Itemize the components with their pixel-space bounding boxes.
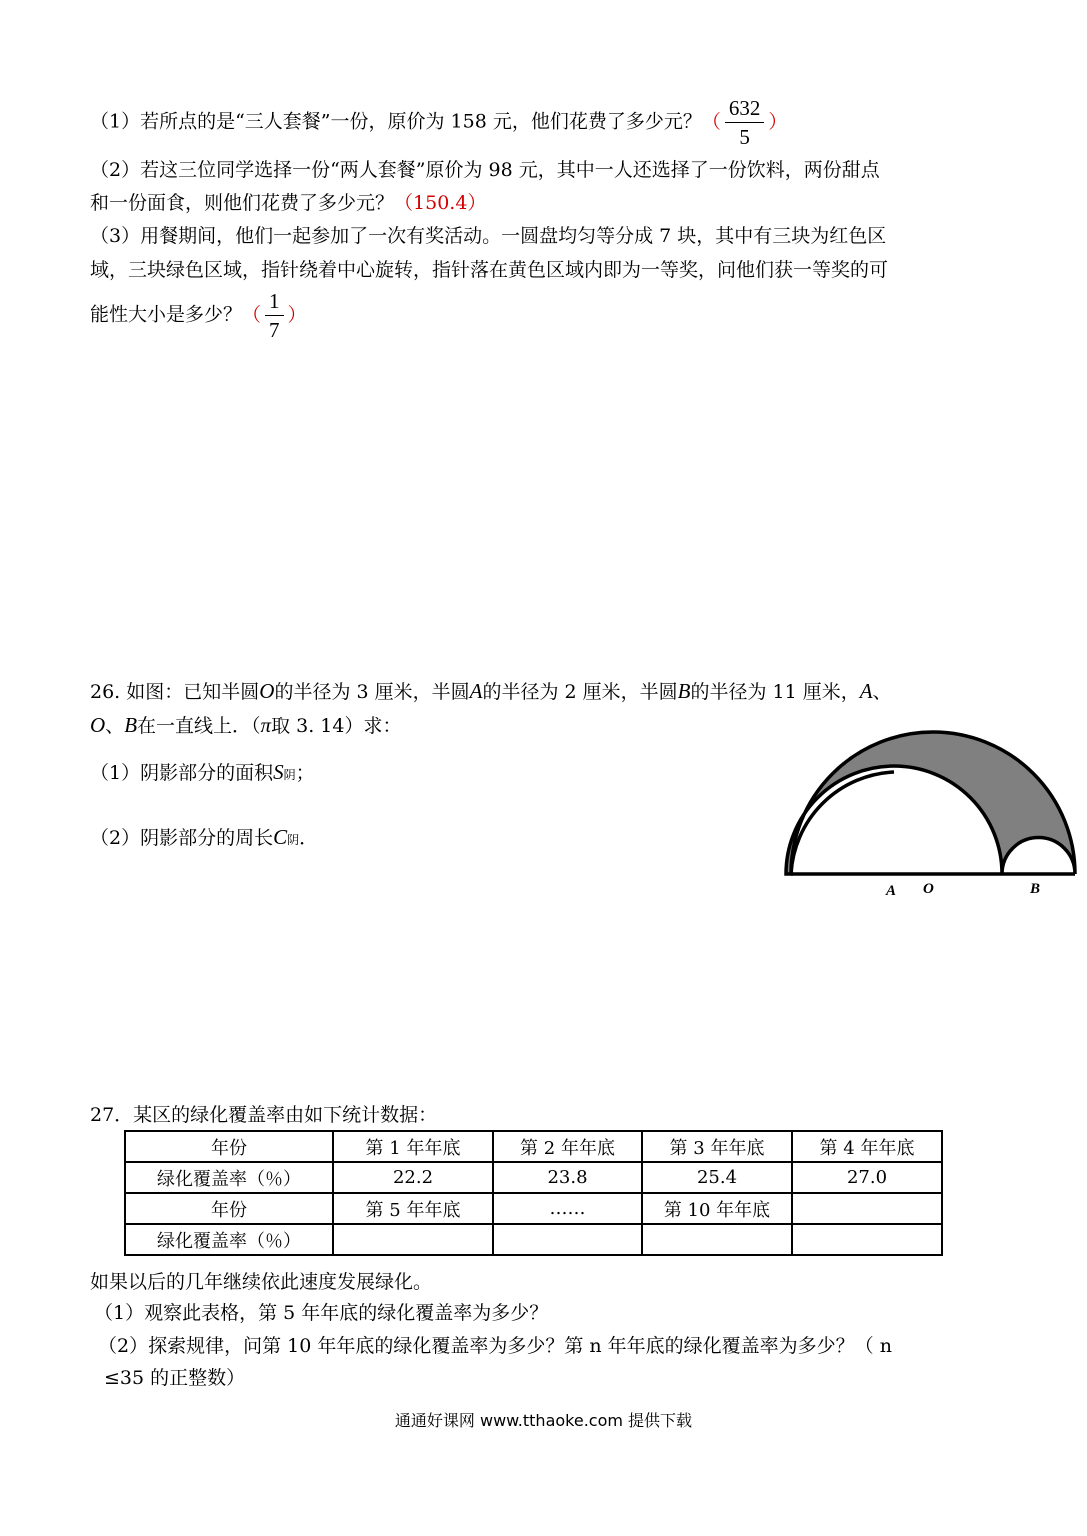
fraction-numerator: 632	[725, 96, 765, 123]
table-cell: 22.2	[333, 1162, 493, 1193]
table-row	[125, 1131, 942, 1162]
fraction-numerator: 1	[265, 289, 284, 316]
symbol-o: O	[90, 713, 106, 737]
table-cell: 23.8	[493, 1162, 642, 1193]
label-a: A	[886, 883, 897, 899]
q26-line1	[90, 679, 892, 704]
table-row	[125, 1193, 942, 1224]
fraction-denominator: 7	[269, 318, 280, 342]
table-cell: ……	[493, 1193, 642, 1224]
table-cell: 第 2 年年底	[493, 1131, 642, 1162]
symbol-a: A	[859, 679, 873, 703]
q25-part3-line3	[90, 289, 307, 342]
table-cell: 第 3 年年底	[642, 1131, 792, 1162]
q27-part1: （1）观察此表格，第 5 年年底的绿化覆盖率为多少？	[94, 1302, 549, 1324]
coverage-table-body	[125, 1131, 942, 1255]
coverage-table	[124, 1130, 943, 1256]
q26-part1-text: （1）阴影部分的面积	[90, 762, 274, 784]
symbol-c: C	[273, 825, 288, 849]
answer-close-paren: ）	[768, 110, 788, 133]
q26-text: ．	[299, 827, 319, 849]
q25-part3-line1: （3）用餐期间，他们一起参加了一次有奖活动。一圆盘均匀等分成 7 块，其中有三块为红色区	[90, 225, 887, 247]
table-cell: 27.0	[792, 1162, 942, 1193]
table-cell: 25.4	[642, 1162, 792, 1193]
q26-text: 、	[872, 681, 892, 703]
table-row	[125, 1224, 942, 1255]
q26-part2-text: （2）阴影部分的周长	[90, 827, 274, 849]
q26-text: 的半径为 3 厘米，半圆	[274, 681, 470, 703]
table-row-header: 年份	[125, 1131, 333, 1162]
q25-part2-answer: （150.4）	[394, 192, 487, 214]
answer-close-paren: ）	[287, 303, 307, 326]
q25-part2-line2-text: 和一份面食，则他们花费了多少元？	[90, 192, 395, 214]
symbol-s: S	[273, 760, 284, 784]
subscript-yin: 阴	[287, 833, 300, 847]
table-cell	[333, 1224, 493, 1255]
symbol-b: B	[677, 679, 691, 703]
table-cell: 第 10 年年底	[642, 1193, 792, 1224]
table-cell: 第 4 年年底	[792, 1131, 942, 1162]
q26-text: 的半径为 11 厘米，	[690, 681, 860, 703]
q25-part1-answer	[701, 96, 788, 149]
q25-part2-line1: （2）若这三位同学选择一份“两人套餐”原价为 98 元，其中一人还选择了一份饮料，两份甜点	[90, 159, 880, 181]
symbol-pi: π	[260, 713, 272, 737]
q25-part2-line2	[90, 191, 486, 215]
table-row-header: 年份	[125, 1193, 333, 1224]
symbol-a: A	[469, 679, 483, 703]
symbol-b: B	[124, 713, 138, 737]
q26-text: 在一直线上．（	[137, 715, 261, 737]
q27-part2-line1: （2）探索规律，问第 10 年年底的绿化覆盖率为多少？第 n 年年底的绿化覆盖率为多少？（ n	[98, 1335, 892, 1357]
q25-part1	[90, 96, 787, 149]
table-cell	[792, 1193, 942, 1224]
label-b: B	[1030, 881, 1041, 897]
fraction-answer	[725, 96, 765, 149]
q26-text: 的半径为 2 厘米，半圆	[482, 681, 678, 703]
q26-line2	[90, 713, 401, 738]
symbol-o: O	[259, 679, 275, 703]
q25-part3-line2: 域，三块绿色区域，指针绕着中心旋转，指针落在黄色区域内即为一等奖，问他们获一等奖的可	[90, 259, 889, 281]
q25-part3-line3-text: 能性大小是多少？	[90, 303, 243, 326]
shaded-region	[786, 732, 1075, 874]
q26-text: 26. 如图：已知半圆	[90, 681, 260, 703]
answer-open-paren: （	[701, 110, 721, 133]
q26-text: ；	[295, 762, 315, 784]
table-row-header: 绿化覆盖率（％）	[125, 1162, 333, 1193]
fraction-denominator: 5	[739, 125, 750, 149]
table-row-header: 绿化覆盖率（％）	[125, 1224, 333, 1255]
q27-title: 27．某区的绿化覆盖率由如下统计数据：	[90, 1104, 438, 1126]
table-cell	[642, 1224, 792, 1255]
q25-part3-answer	[242, 289, 307, 342]
subscript-yin: 阴	[283, 768, 296, 782]
q25-part1-text: （1）若所点的是“三人套餐”一份，原价为 158 元，他们花费了多少元？	[90, 110, 702, 133]
footer-source: 通通好课网 www.tthaoke.com 提供下载	[394, 1411, 693, 1430]
answer-open-paren: （	[242, 303, 262, 326]
table-cell: 第 1 年年底	[333, 1131, 493, 1162]
table-cell: 第 5 年年底	[333, 1193, 493, 1224]
fraction-answer	[265, 289, 284, 342]
label-o: O	[923, 881, 934, 897]
q26-text: 取 3. 14）求：	[271, 715, 402, 737]
table-row	[125, 1162, 942, 1193]
q27-part2-line2: ≤35 的正整数）	[104, 1367, 246, 1389]
table-cell	[792, 1224, 942, 1255]
q26-part1	[90, 760, 315, 787]
table-cell	[493, 1224, 642, 1255]
outer-semicircle-left-arc	[791, 772, 894, 874]
semicircle-figure	[780, 700, 1085, 905]
q26-part2	[90, 825, 318, 852]
q27-after: 如果以后的几年继续依此速度发展绿化。	[90, 1271, 433, 1293]
q26-text: 、	[105, 715, 125, 737]
